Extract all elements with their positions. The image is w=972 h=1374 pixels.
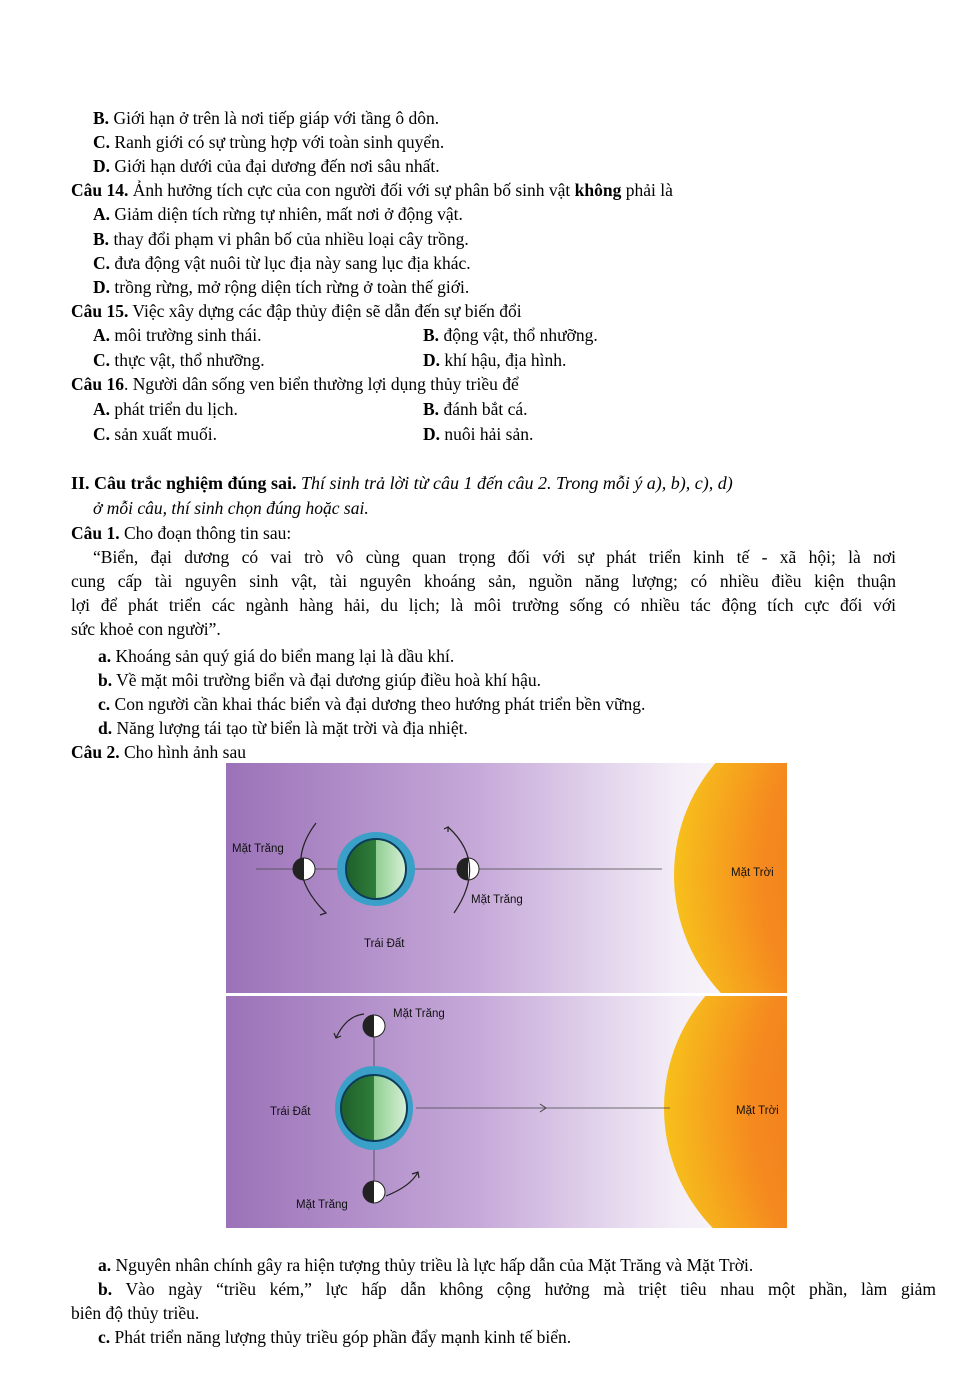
item-label: c. xyxy=(98,1327,111,1347)
s2q1-item-d xyxy=(98,717,468,739)
question-number: Câu 14. xyxy=(71,180,129,200)
q15-option-a xyxy=(93,324,261,346)
moon-right-icon xyxy=(457,858,479,880)
option-label: B. xyxy=(93,108,110,128)
q14-option-c xyxy=(93,252,471,274)
moon-bottom-icon xyxy=(363,1181,385,1203)
tide-figure-neap xyxy=(226,996,787,1228)
item-label: b. xyxy=(98,670,113,690)
q13-option-d xyxy=(93,155,440,177)
moon-left-icon xyxy=(293,858,315,880)
question-text: . Người dân sống ven biển thường lợi dụng thủy triều để xyxy=(124,374,519,394)
option-label: B. xyxy=(93,229,110,249)
option-text: Giới hạn ở trên là nơi tiếp giáp với tầng ô dôn. xyxy=(109,108,440,128)
s2q1-item-b xyxy=(98,669,541,691)
q16-stem xyxy=(71,373,519,395)
earth-icon xyxy=(337,832,415,906)
q16-option-d xyxy=(423,423,533,445)
option-text: động vật, thổ nhưỡng. xyxy=(439,325,598,345)
item-text: Năng lượng tái tạo từ biển là mặt trời và địa nhiệt. xyxy=(112,718,468,738)
option-text: Giới hạn dưới của đại dương đến nơi sâu nhất. xyxy=(110,156,440,176)
item-text: Con người cần khai thác biển và đại dương theo hướng phát triển bền vững. xyxy=(110,694,646,714)
q14-option-b xyxy=(93,228,469,250)
item-text: Vào ngày “triều kém,” lực hấp dẫn không cộng hưởng mà triệt tiêu nhau một phần, làm giảm xyxy=(112,1279,936,1299)
label-earth: Trái Đất xyxy=(364,938,405,950)
option-label: C. xyxy=(93,424,111,444)
passage-line: sức khoẻ con người”. xyxy=(71,619,221,639)
label-sun: Mặt Trời xyxy=(736,1105,779,1117)
question-text: Ảnh hưởng tích cực của con người đối với sự phân bố sinh vật xyxy=(128,180,575,200)
option-text: Giảm diện tích rừng tự nhiên, mất nơi ở động vật. xyxy=(110,204,463,224)
s2q2-item-a xyxy=(98,1254,753,1276)
option-text: môi trường sinh thái. xyxy=(110,325,262,345)
option-text: sản xuất muối. xyxy=(110,424,217,444)
option-text: thực vật, thổ nhưỡng. xyxy=(110,350,265,370)
option-label: C. xyxy=(93,350,111,370)
option-label: C. xyxy=(93,132,111,152)
q15-option-c xyxy=(93,349,265,371)
item-label: b. xyxy=(98,1279,113,1299)
option-text: phát triển du lịch. xyxy=(110,399,238,419)
option-text: thay đổi phạm vi phân bố của nhiều loại cây trồng. xyxy=(109,229,469,249)
question-number: Câu 1. xyxy=(71,523,120,543)
s2q1-stem xyxy=(71,522,291,544)
option-label: B. xyxy=(423,399,440,419)
option-label: B. xyxy=(423,325,440,345)
option-label: D. xyxy=(423,350,441,370)
item-text: Nguyên nhân chính gây ra hiện tượng thủy triều là lực hấp dẫn của Mặt Trăng và Mặt Trời. xyxy=(111,1255,754,1275)
q16-option-c xyxy=(93,423,217,445)
section-instructions-cont: ở mỗi câu, thí sinh chọn đúng hoặc sai. xyxy=(93,498,369,518)
tide-figure-spring xyxy=(226,763,787,993)
q13-option-b xyxy=(93,107,439,129)
q14-option-a xyxy=(93,203,463,225)
option-text: trồng rừng, mở rộng diện tích rừng ở toàn thế giới. xyxy=(110,277,470,297)
s2q2-item-b-cont: biên độ thủy triều. xyxy=(71,1303,200,1323)
passage-line: cung cấp tài nguyên sinh vật, tài nguyên khoáng sản, nguồn năng lượng; có nhiều điều kiện thuận xyxy=(71,571,896,591)
q15-stem xyxy=(71,300,522,322)
label-moon-bottom: Mặt Trăng xyxy=(296,1199,348,1211)
emphasis-word: không xyxy=(574,180,622,200)
q13-option-c xyxy=(93,131,444,153)
q14-option-d xyxy=(93,276,469,298)
question-number: Câu 2. xyxy=(71,742,120,762)
option-label: A. xyxy=(93,399,111,419)
item-text: Khoáng sản quý giá do biển mang lại là dầu khí. xyxy=(111,646,455,666)
passage-line: lợi để phát triển các ngành hàng hải, du lịch; là môi trường sống có nhiều tác động tích cực đối với xyxy=(71,595,896,615)
item-label: d. xyxy=(98,718,113,738)
earth-icon xyxy=(335,1066,413,1150)
option-text: khí hậu, địa hình. xyxy=(440,350,567,370)
s2q2-item-c xyxy=(98,1326,571,1348)
question-number: Câu 15. xyxy=(71,301,129,321)
option-label: A. xyxy=(93,325,111,345)
q14-stem xyxy=(71,179,673,201)
item-label: c. xyxy=(98,694,111,714)
s2q1-item-a xyxy=(98,645,454,667)
q16-option-a xyxy=(93,398,238,420)
s2q2-item-b xyxy=(98,1278,936,1300)
option-text: đưa động vật nuôi từ lục địa này sang lục địa khác. xyxy=(110,253,471,273)
section-title: II. Câu trắc nghiệm đúng sai. xyxy=(71,473,297,493)
q15-option-d xyxy=(423,349,566,371)
option-text: Ranh giới có sự trùng hợp với toàn sinh quyển. xyxy=(110,132,445,152)
label-sun: Mặt Trời xyxy=(731,867,774,879)
section-instructions: Thí sinh trả lời từ câu 1 đến câu 2. Trong mỗi ý a), b), c), d) xyxy=(296,473,733,493)
label-earth: Trái Đất xyxy=(270,1106,311,1118)
item-text: Về mặt môi trường biển và đại dương giúp điều hoà khí hậu. xyxy=(112,670,541,690)
passage-line: “Biển, đại dương có vai trò vô cùng quan trọng đối với sự phát triển kinh tế - xã hội; là nơi xyxy=(93,547,896,567)
option-label: A. xyxy=(93,204,111,224)
option-text: nuôi hải sản. xyxy=(440,424,534,444)
label-moon-left: Mặt Trăng xyxy=(232,843,284,855)
moon-top-icon xyxy=(363,1015,385,1037)
s2q1-item-c xyxy=(98,693,645,715)
option-label: D. xyxy=(93,156,111,176)
q15-option-b xyxy=(423,324,598,346)
s2q2-stem xyxy=(71,741,246,763)
q16-option-b xyxy=(423,398,528,420)
item-label: a. xyxy=(98,1255,112,1275)
label-moon-top: Mặt Trăng xyxy=(393,1008,445,1020)
question-text: Cho hình ảnh sau xyxy=(119,742,247,762)
option-text: đánh bắt cá. xyxy=(439,399,528,419)
item-text: Phát triển năng lượng thủy triều góp phần đẩy mạnh kinh tế biển. xyxy=(110,1327,572,1347)
question-number: Câu 16 xyxy=(71,374,124,394)
option-label: D. xyxy=(423,424,441,444)
item-label: a. xyxy=(98,646,112,666)
option-label: D. xyxy=(93,277,111,297)
section-2-heading xyxy=(71,472,733,494)
question-text: Việc xây dựng các đập thủy điện sẽ dẫn đến sự biến đổi xyxy=(128,301,522,321)
label-moon-right: Mặt Trăng xyxy=(471,894,523,906)
question-text: Cho đoạn thông tin sau: xyxy=(119,523,292,543)
option-label: C. xyxy=(93,253,111,273)
question-text-end: phải là xyxy=(621,180,673,200)
